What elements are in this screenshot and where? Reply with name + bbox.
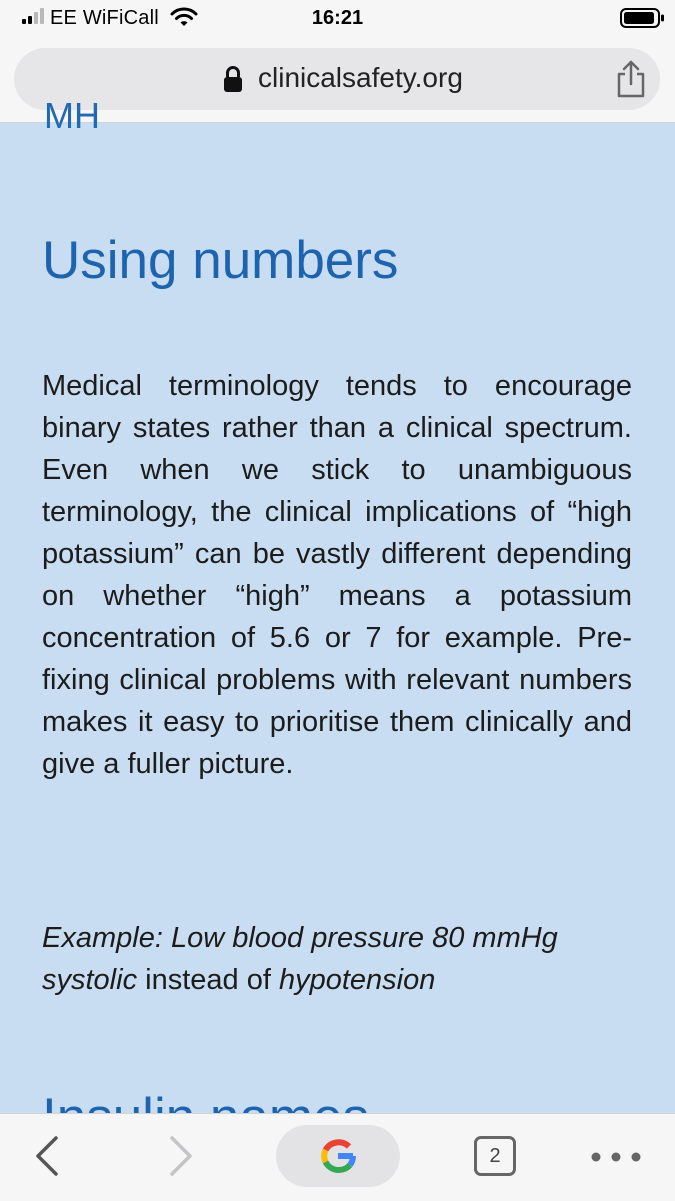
google-search-button[interactable] xyxy=(276,1125,400,1187)
url-text[interactable]: clinicalsafety.org xyxy=(258,62,463,93)
share-icon[interactable] xyxy=(614,59,648,99)
status-bar xyxy=(0,0,675,40)
battery-icon xyxy=(620,8,666,28)
address-bar[interactable] xyxy=(14,48,660,110)
example-italic: Example: Low blood pressure 80 mmHg systolic xyxy=(42,922,558,996)
status-time: 16:21 xyxy=(311,7,364,29)
body-paragraph: Medical terminology tends to encourage binary states rather than a clinical spectrum. Even when we stick to unambiguous terminology, the clinical implications of “high potassium” can be vastly different depending on whether “high” means a potassium concentration of 5.6 or 7 for example. Pre-fixing clinical problems with relevant numbers makes it easy to prioritise them clinically and give a fuller picture. xyxy=(42,370,632,780)
chevron-right-icon[interactable] xyxy=(160,1132,200,1180)
tabs-button[interactable]: 2 xyxy=(474,1136,516,1176)
section-heading: Using numbers xyxy=(42,231,399,290)
web-page-content xyxy=(0,95,675,1113)
example-term: hypotension xyxy=(278,964,436,996)
example-paragraph xyxy=(42,917,642,1001)
ellipsis-icon[interactable] xyxy=(586,1142,646,1172)
example-connector: instead of xyxy=(137,964,279,996)
google-g-icon xyxy=(318,1136,358,1176)
clipped-previous-text: MH xyxy=(44,95,100,136)
lock-icon xyxy=(223,65,243,93)
chevron-left-icon[interactable] xyxy=(28,1132,68,1180)
browser-toolbar xyxy=(0,1113,675,1201)
carrier-name: EE WiFiCall xyxy=(50,7,159,29)
